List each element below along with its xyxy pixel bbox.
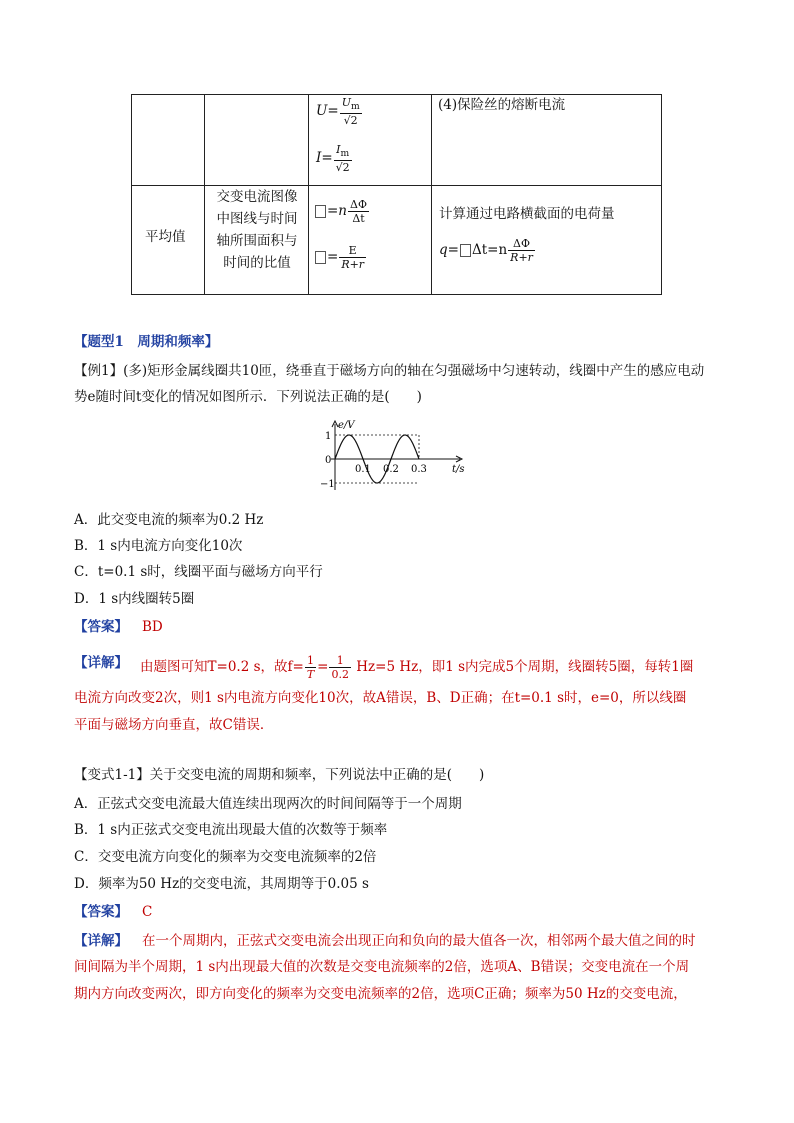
y-tick-0: 0 — [325, 455, 332, 466]
u-den: √2 — [343, 114, 358, 128]
q-pre: q= — [439, 242, 459, 258]
frac2-num: 1 — [329, 654, 351, 668]
frac-1-over-t — [305, 654, 316, 681]
frac-1-over-0-2 — [329, 654, 351, 681]
variant1-detail-line3: 期内方向改变两次，即方向变化的频率为交变电流频率的2倍，选项C正确；频率为50 Hz的交变电流， — [74, 986, 687, 1002]
table-border-top — [131, 94, 662, 95]
variant1-detail-label: 【详解】 — [74, 933, 128, 949]
chart-axes — [331, 421, 462, 490]
frac1-den: T — [306, 668, 315, 681]
example1-line2: 势e随时间t变化的情况如图所示．下列说法正确的是( ) — [74, 389, 422, 405]
detail-text-b: Hz=5 Hz，即1 s内完成5个周期，线圈转5圈，每转1圈 — [356, 659, 694, 675]
frac-q — [508, 237, 535, 264]
formula-u-rms — [316, 96, 363, 127]
example1-detail-line1: 由题图可知T=0.2 s，故f= $\frac{1}{T}$ = $\frac{1}{0.2}$ Hz=5 Hz，即1 s内完成5个周期，线圈转5圈，每转1圈 — [140, 654, 694, 681]
frac-u — [340, 96, 362, 127]
variant1-option-a: A．正弦式交变电流最大值连续出现两次的时间间隔等于一个周期 — [74, 796, 462, 812]
q-den: R+r — [510, 251, 533, 264]
example1-option-c: C．t=0.1 s时，线圈平面与磁场方向平行 — [74, 564, 323, 580]
emf-time-chart — [310, 418, 480, 496]
i-eq: = — [327, 249, 339, 265]
meaning-average — [209, 186, 305, 274]
x-tick-0-2: 0.2 — [383, 464, 399, 475]
meaning-line-4: 时间的比值 — [223, 255, 291, 271]
example1-option-b: B．1 s内电流方向变化10次 — [74, 538, 243, 554]
example1-option-d: D．1 s内线圈转5圈 — [74, 591, 195, 607]
i-sub: m — [340, 148, 350, 160]
x-axis-label: t/s — [452, 464, 465, 475]
application-charge: 计算通过电路横截面的电荷量 — [439, 206, 615, 222]
y-tick-1: 1 — [325, 431, 332, 442]
frac-i-avg — [339, 244, 366, 271]
example1-detail-label: 【详解】 — [74, 655, 128, 671]
table-col-divider-1 — [204, 94, 205, 295]
formula-e-avg — [314, 198, 370, 225]
e-den: Δt — [352, 212, 365, 225]
frac1-num: 1 — [305, 654, 316, 668]
formula-table — [131, 94, 662, 295]
u-sub: m — [350, 101, 360, 113]
y-axis-label: e/V — [338, 420, 355, 431]
frac-e — [348, 198, 369, 225]
meaning-line-1: 交变电流图像 — [216, 189, 298, 205]
example1-detail-line3: 平面与磁场方向垂直，故C错误． — [74, 717, 274, 733]
table-col-divider-2 — [308, 94, 309, 295]
variant1-answer-label: 【答案】 — [74, 904, 128, 920]
example1-answer: BD — [142, 619, 163, 635]
meaning-line-3: 轴所围面积与 — [216, 233, 298, 249]
e-bar-symbol — [315, 205, 326, 218]
variant1-option-b: B．1 s内正弦式交变电流出现最大值的次数等于频率 — [74, 822, 388, 838]
table-col-divider-3 — [431, 94, 432, 295]
formula-i-avg — [314, 244, 367, 271]
q-num: ΔΦ — [508, 237, 535, 251]
x-tick-0-1: 0.1 — [355, 464, 371, 475]
example1-detail-line2: 电流方向改变2次，则1 s内电流方向变化10次，故A错误，B、D正确；在t=0.1 s时，e=0，所以线圈 — [74, 690, 687, 706]
i-bar-symbol — [315, 251, 326, 264]
variant1-answer: C — [142, 904, 153, 920]
example1-answer-label: 【答案】 — [74, 619, 128, 635]
formula-q — [439, 237, 536, 264]
y-tick-minus-1: −1 — [320, 479, 335, 490]
meaning-line-2: 中图线与时间 — [216, 211, 298, 227]
q-i-bar-symbol — [460, 244, 471, 257]
row-name-average: 平均值 — [145, 229, 186, 245]
example1-option-a: A．此交变电流的频率为0.2 Hz — [74, 512, 264, 528]
frac-i — [334, 143, 352, 174]
example1-line1: 【例1】(多)矩形金属线圈共10匝，绕垂直于磁场方向的轴在匀强磁场中匀速转动，线圈中产生的感应电动 — [74, 363, 705, 379]
table-border-left — [131, 94, 132, 295]
frac2-den: 0.2 — [331, 668, 349, 681]
table-border-bottom — [131, 294, 662, 295]
variant1-option-c: C．交变电流方向变化的频率为交变电流频率的2倍 — [74, 849, 377, 865]
u-num: U — [341, 96, 351, 109]
i-avg-num: E — [339, 244, 366, 258]
detail-text-a: 由题图可知T=0.2 s，故f= — [140, 659, 304, 675]
e-num: ΔΦ — [350, 198, 367, 211]
i-avg-den: R+r — [341, 258, 365, 271]
i-num: I — [336, 143, 341, 156]
variant1-stem: 【变式1-1】关于交变电流的周期和频率，下列说法中正确的是( ) — [74, 767, 485, 783]
x-tick-0-3: 0.3 — [411, 464, 427, 475]
e-eq: =n — [327, 203, 348, 219]
formula-i-lhs: I= — [316, 150, 333, 167]
formula-u-lhs: U= — [316, 103, 339, 120]
formula-i-rms — [316, 143, 353, 174]
variant1-option-d: D．频率为50 Hz的交变电流，其周期等于0.05 s — [74, 876, 369, 892]
variant1-detail-line1: 在一个周期内，正弦式交变电流会出现正向和负向的最大值各一次，相邻两个最大值之间的时 — [142, 933, 696, 949]
i-den: √2 — [335, 161, 350, 175]
variant1-detail-line2: 间间隔为半个周期，1 s内出现最大值的次数是交变电流频率的2倍，选项A、B错误；交变电流在一个周 — [74, 959, 690, 975]
table-border-right — [661, 94, 662, 295]
application-fuse: (4)保险丝的熔断电流 — [438, 97, 566, 113]
q-mid: Δt=n — [471, 242, 508, 258]
section-title: 【题型1 周期和频率】 — [74, 334, 219, 350]
